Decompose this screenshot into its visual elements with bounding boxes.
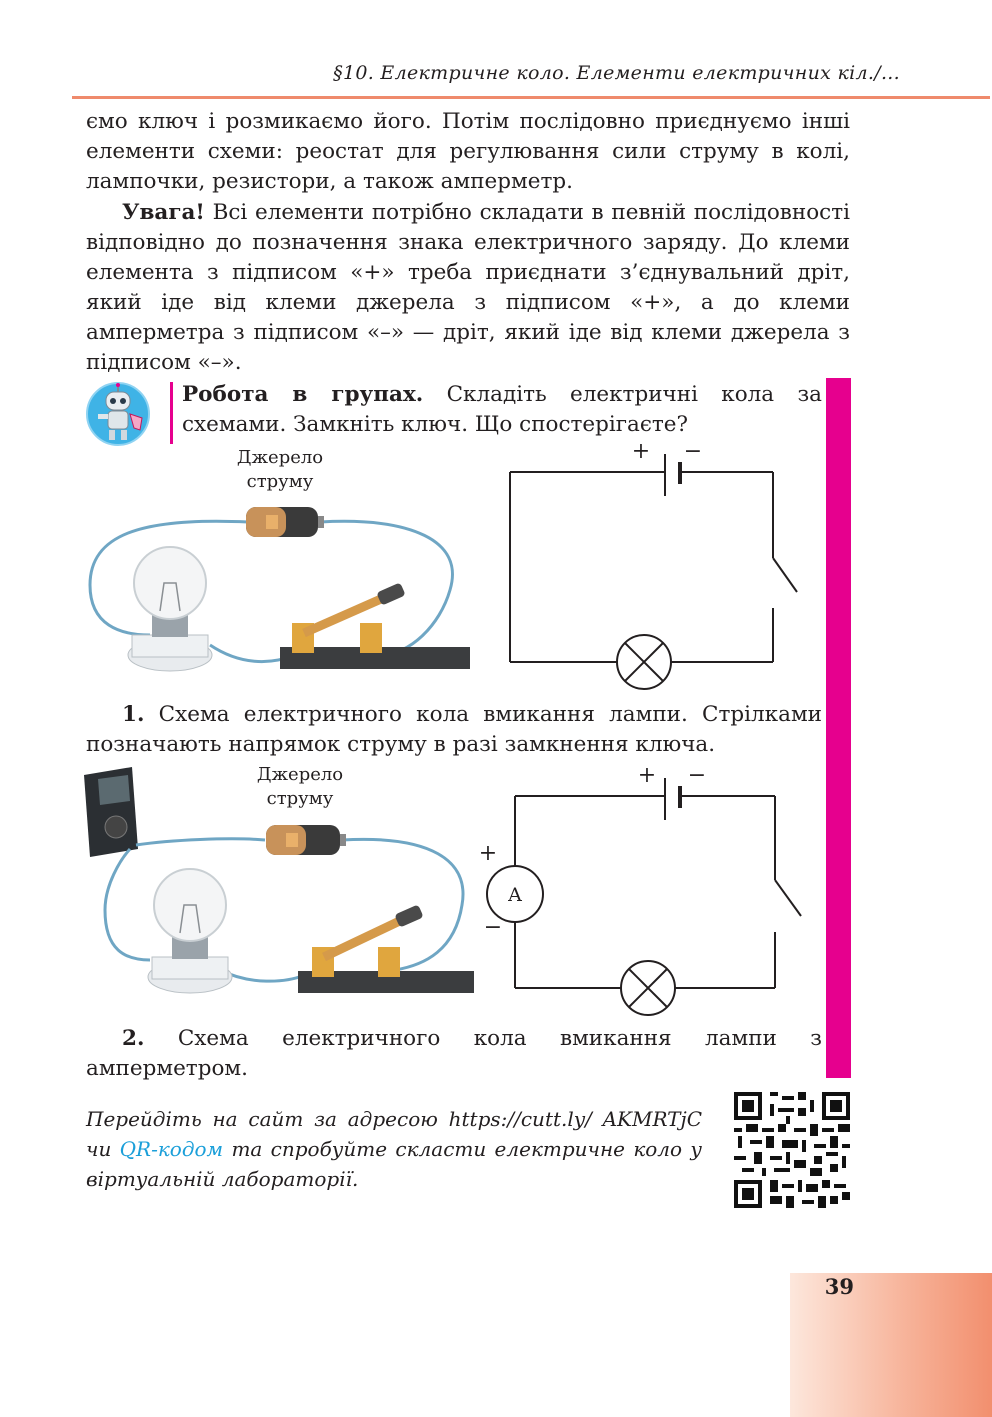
paragraph-1: ємо ключ і розмикаємо його. Потім послідовно приєднуємо інші елементи схеми: реостат для регулювання сили струму в колі, лампочки, резистори, а також амперметр. — [86, 109, 850, 194]
fig2-caption — [86, 1024, 822, 1084]
fig1-caption-number: 1. — [122, 702, 145, 727]
group-work-task: Складіть електричні кола за схемами. Замкніть ключ. Що спостерігаєте? — [182, 382, 822, 437]
ammeter-minus-sign: − — [483, 915, 503, 940]
fig2-caption-text: Схема електричного кола вмикання лампи з амперметром. — [86, 1026, 822, 1081]
knife-switch-icon — [298, 904, 474, 993]
fig1-source-label-line1: Джерело — [236, 447, 324, 468]
qr-code-link[interactable]: QR-кодом — [119, 1137, 224, 1161]
header-rule — [72, 96, 990, 99]
fig1-source-label — [220, 446, 340, 494]
battery-icon — [266, 825, 346, 855]
fig2-caption-number: 2. — [122, 1026, 145, 1051]
running-header: §10. Електричне коло. Елементи електричних кіл./... — [333, 62, 900, 84]
light-bulb-icon — [128, 547, 212, 671]
fig1-caption — [86, 700, 822, 760]
group-work-bar — [170, 382, 173, 444]
fig2-plus-sign: + — [637, 763, 657, 788]
fig1-caption-text: Схема електричного кола вмикання лампи. Стрілками позначають напрямок струму в разі замкнення ключа. — [86, 702, 822, 757]
fig2-schematic — [475, 758, 815, 1008]
fig1-source-label-line2: струму — [246, 471, 314, 492]
knife-switch-icon — [280, 582, 470, 669]
fig2-source-label-line2: струму — [266, 788, 334, 809]
fig2-minus-sign: − — [687, 763, 707, 788]
ammeter-plus-sign: + — [478, 841, 498, 866]
fig1-minus-sign: − — [683, 439, 703, 464]
multimeter-icon — [84, 767, 138, 857]
fig2-source-label-line1: Джерело — [256, 764, 344, 785]
group-work-label: Робота в групах. — [182, 382, 424, 407]
qr-code-icon[interactable] — [734, 1092, 850, 1208]
fig2-circuit-illustration — [80, 765, 490, 1005]
page-number: 39 — [824, 1274, 854, 1299]
fig1-schematic — [505, 440, 805, 690]
fig1-circuit-illustration — [80, 495, 490, 685]
group-work-text — [182, 380, 822, 440]
sidebar-accent — [826, 378, 851, 1078]
ammeter-letter: A — [508, 884, 522, 906]
light-bulb-icon — [148, 869, 232, 993]
robot-icon — [84, 380, 156, 446]
virtual-lab-note — [86, 1104, 702, 1194]
battery-icon — [246, 507, 324, 537]
paragraph-2 — [86, 198, 850, 378]
fig1-plus-sign: + — [631, 439, 651, 464]
warning-label: Увага! — [122, 200, 205, 225]
virtual-lab-text-end: та спробуйте скласти електричне коло у віртуальній лабораторії. — [86, 1137, 702, 1191]
virtual-lab-text-start: Перейдіть на сайт за адресою https://cutt.ly/ AKMRTjC чи — [86, 1107, 702, 1161]
paragraph-2-text: Всі елементи потрібно складати в певній послідовності відповідно до позначення знака електричного заряду. До клеми елемента з підписом «+» треба приєднати з’єднувальний дріт, який іде від клеми джерела з підписом «+», а до клеми амперметра з підписом «–» — дріт, який іде від клеми джерела з підписом «–». — [86, 200, 850, 375]
